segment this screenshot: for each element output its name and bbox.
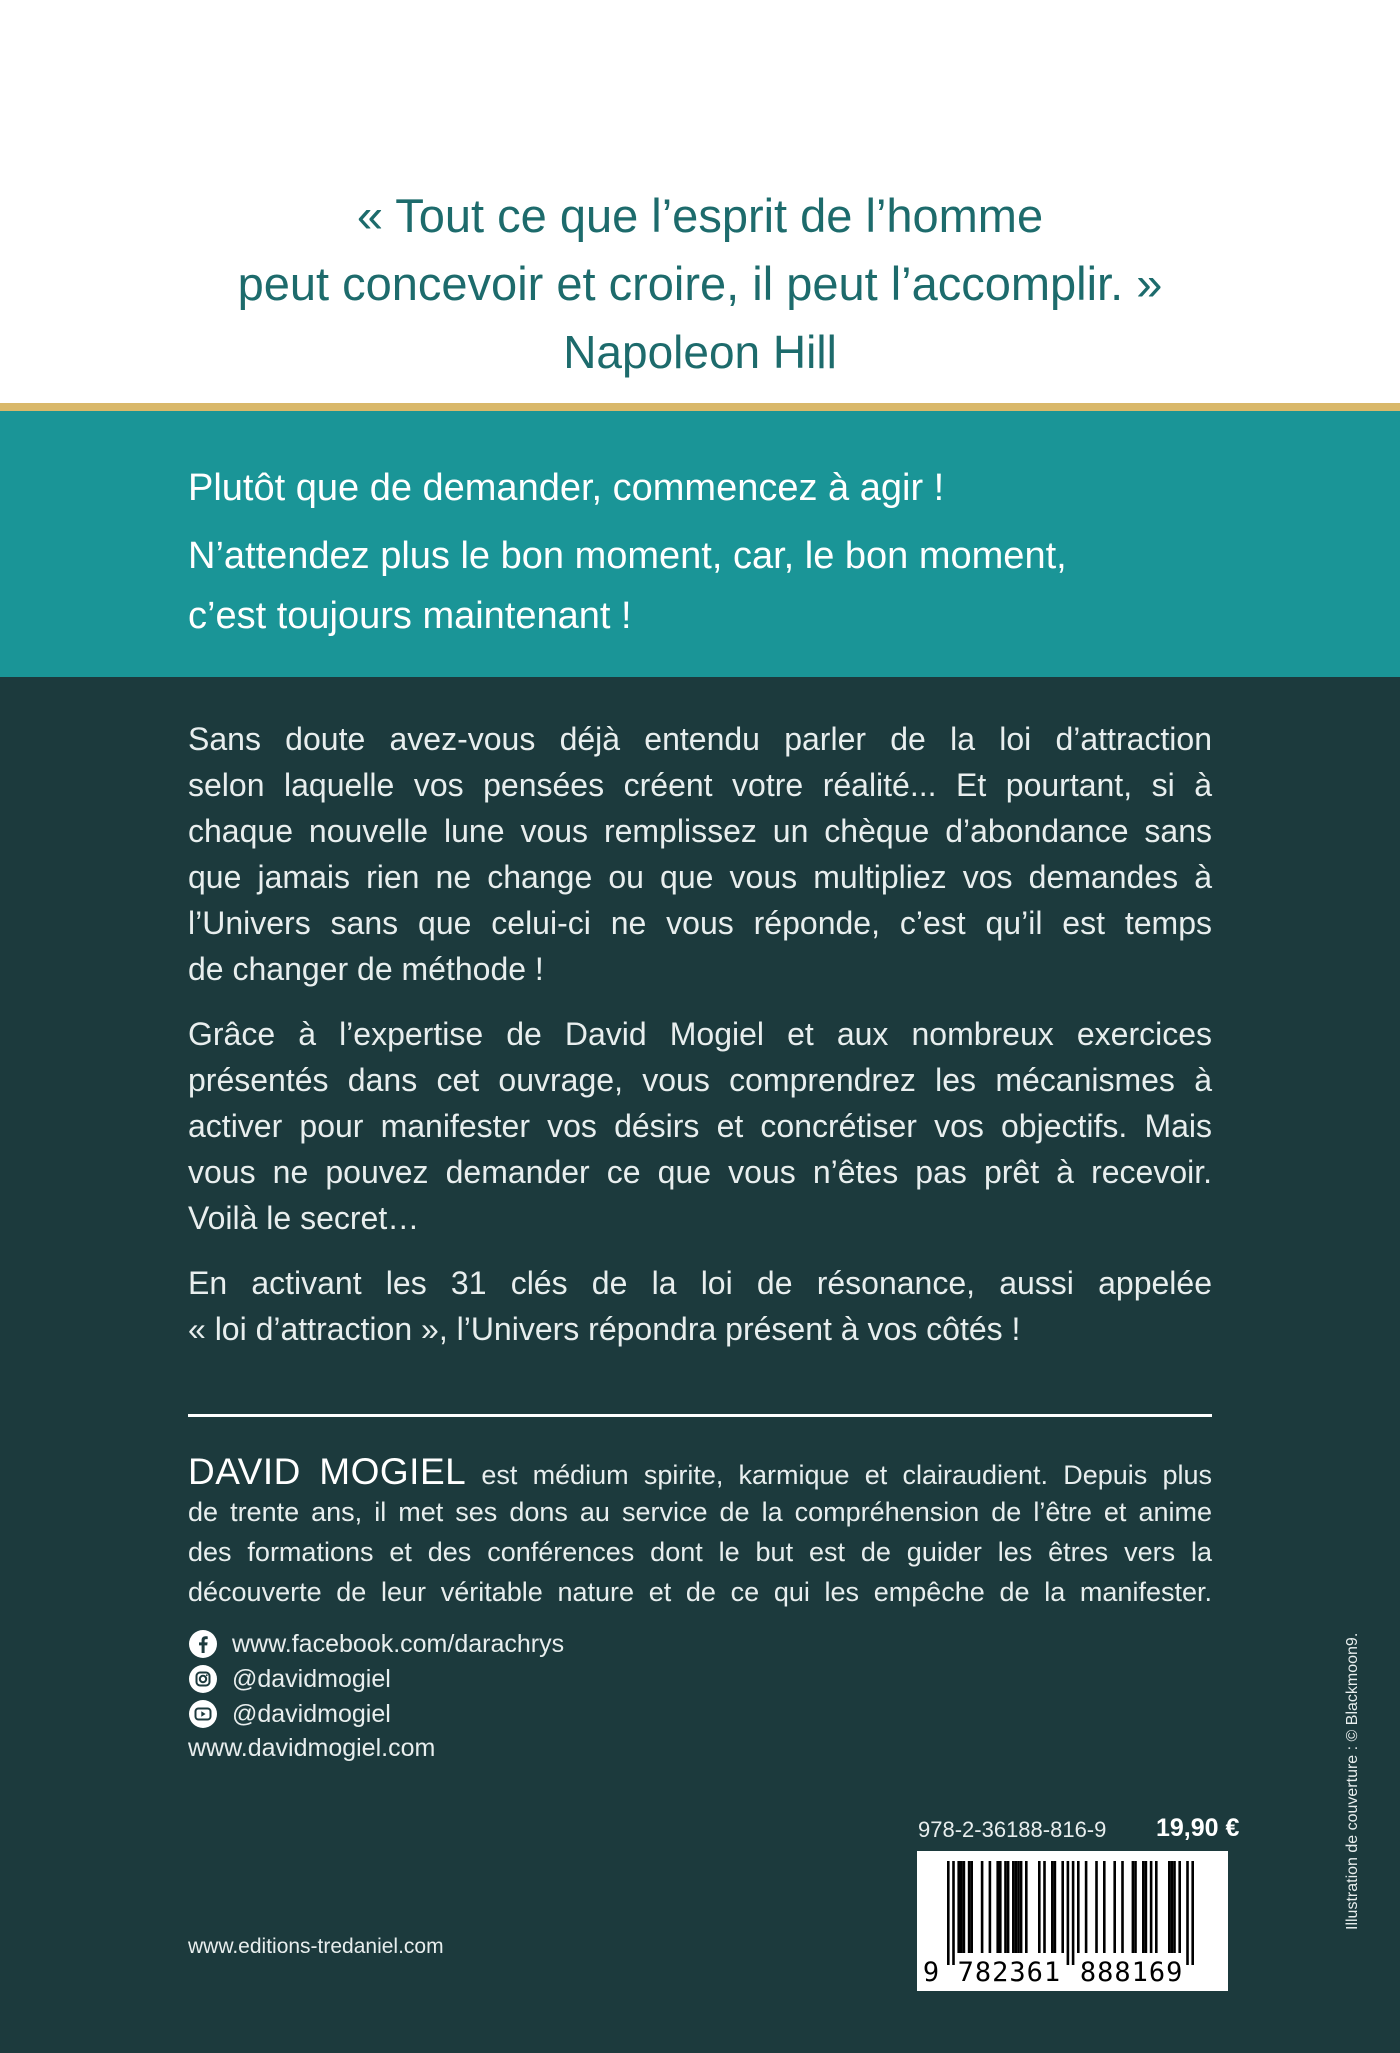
text-line: vous ne pouvez demander ce que vous n’êtes pas prêt à recevoir. xyxy=(188,1154,1212,1190)
barcode-bar xyxy=(1067,1861,1070,1965)
barcode-bar xyxy=(947,1861,950,1965)
description-paragraph-1 xyxy=(188,716,1212,992)
barcode xyxy=(917,1851,1228,1991)
barcode-bar xyxy=(1142,1861,1145,1953)
barcode-digits-text: 888169 xyxy=(1079,1957,1184,1988)
gold-divider xyxy=(0,403,1400,411)
barcode-bar xyxy=(1085,1861,1088,1953)
tagline-section xyxy=(0,411,1400,677)
tagline-line-2: N’attendez plus le bon moment, car, le bon moment, xyxy=(188,535,1067,577)
barcode-bar xyxy=(970,1861,973,1953)
youtube-link[interactable] xyxy=(188,1697,391,1731)
quote-line-2: peut concevoir et croire, il peut l’accomplir. » xyxy=(237,257,1163,310)
text-line: présentés dans cet ouvrage, vous comprendrez les mécanismes à xyxy=(188,1062,1212,1098)
price: 19,90 € xyxy=(1156,1814,1240,1842)
barcode-bar xyxy=(1017,1861,1020,1953)
text-line: Voilà le secret… xyxy=(188,1200,420,1236)
youtube-icon xyxy=(188,1699,218,1729)
bio-line-2: de trente ans, il met ses dons au service de la compréhension de l’être et anime xyxy=(188,1497,1212,1527)
quote-line-1: « Tout ce que l’esprit de l’homme xyxy=(356,189,1044,242)
barcode-bar xyxy=(996,1861,999,1953)
bio-line-1 xyxy=(188,1452,1212,1492)
author-name: DAVID MOGIEL xyxy=(188,1451,467,1492)
facebook-link[interactable] xyxy=(188,1627,564,1661)
text-line: que jamais rien ne change ou que vous multipliez vos demandes à xyxy=(188,859,1212,895)
barcode-bar xyxy=(960,1861,963,1953)
barcode-bar xyxy=(1095,1861,1098,1953)
text-line: En activant les 31 clés de la loi de résonance, aussi appelée xyxy=(188,1265,1212,1301)
barcode-graphic xyxy=(917,1851,1228,1991)
youtube-handle: @davidmogiel xyxy=(232,1699,391,1728)
barcode-bar xyxy=(1020,1861,1023,1953)
barcode-bar xyxy=(963,1861,966,1953)
barcode-bar xyxy=(952,1861,955,1965)
quote-section xyxy=(0,0,1400,403)
barcode-bar xyxy=(1072,1861,1075,1965)
section-divider xyxy=(188,1414,1212,1417)
description-paragraph-3 xyxy=(188,1260,1212,1352)
barcode-bar xyxy=(1178,1861,1181,1953)
facebook-url: www.facebook.com/darachrys xyxy=(232,1629,565,1658)
text-line: de changer de méthode ! xyxy=(188,951,544,987)
publisher-website-link[interactable]: www.editions-tredaniel.com xyxy=(188,1935,444,1958)
tagline-line-3: c’est toujours maintenant ! xyxy=(188,595,632,637)
isbn: 978-2-36188-816-9 xyxy=(918,1817,1107,1842)
barcode-bar xyxy=(1186,1861,1189,1965)
barcode-bar xyxy=(1113,1861,1116,1953)
barcode-bar xyxy=(1051,1861,1054,1953)
barcode-bar xyxy=(1168,1861,1171,1953)
barcode-digits-text: 9 xyxy=(922,1957,940,1988)
barcode-bar xyxy=(1103,1861,1106,1953)
barcode-bar xyxy=(999,1861,1002,1953)
author-website-link[interactable]: www.davidmogiel.com xyxy=(188,1734,436,1762)
bio-line-4: découverte de leur véritable nature et de ce qui les empêche de la manifester. xyxy=(188,1577,1212,1607)
quote-author: Napoleon Hill xyxy=(563,326,837,378)
barcode-bar xyxy=(1132,1861,1135,1953)
barcode-bar xyxy=(1043,1861,1046,1953)
barcode-bar xyxy=(1145,1861,1148,1953)
text-line: selon laquelle vos pensées créent votre réalité... Et pourtant, si à xyxy=(188,767,1212,803)
barcode-bar xyxy=(1038,1861,1041,1953)
instagram-link[interactable] xyxy=(188,1662,391,1696)
text-line: Grâce à l’expertise de David Mogiel et aux nombreux exercices xyxy=(188,1016,1212,1052)
barcode-bar xyxy=(957,1861,960,1953)
barcode-bar xyxy=(1004,1861,1007,1953)
barcode-bar xyxy=(1171,1861,1174,1953)
barcode-bar xyxy=(1015,1861,1018,1953)
author-bio xyxy=(188,1452,1212,1612)
barcode-bar xyxy=(1155,1861,1158,1953)
text-line: chaque nouvelle lune vous remplissez un chèque d’abondance sans xyxy=(188,813,1212,849)
barcode-bar xyxy=(981,1861,984,1953)
barcode-bar xyxy=(1191,1861,1194,1965)
instagram-icon xyxy=(188,1664,218,1694)
cover-credit-text: Illustration de couverture : © Blackmoon9. xyxy=(1344,1632,1361,1930)
description-paragraph-2 xyxy=(188,1011,1212,1241)
text-line: activer pour manifester vos désirs et concrétiser vos objectifs. Mais xyxy=(188,1108,1212,1144)
barcode-bar xyxy=(1012,1861,1015,1953)
barcode-bar xyxy=(1134,1861,1137,1953)
bio-line-1-text: est médium spirite, karmique et clairaudient. Depuis plus xyxy=(481,1460,1212,1490)
barcode-bar xyxy=(1061,1861,1064,1953)
tagline-line-1: Plutôt que de demander, commencez à agir ! xyxy=(188,467,945,509)
text-line: Sans doute avez-vous déjà entendu parler de la loi d’attraction xyxy=(188,721,1212,757)
barcode-bar xyxy=(1150,1861,1153,1953)
barcode-bar xyxy=(1007,1861,1010,1953)
barcode-bar xyxy=(1173,1861,1176,1953)
text-line: l’Univers sans que celui-ci ne vous réponde, c’est qu’il est temps xyxy=(188,905,1212,941)
text-line: « loi d’attraction », l’Univers répondra présent à vos côtés ! xyxy=(188,1311,1021,1347)
barcode-bar xyxy=(1077,1861,1080,1953)
barcode-digits-text: 782361 xyxy=(957,1957,1062,1988)
description-section xyxy=(0,677,1400,2053)
facebook-icon xyxy=(188,1629,218,1659)
instagram-handle: @davidmogiel xyxy=(232,1664,391,1693)
barcode-bar xyxy=(968,1861,971,1953)
barcode-bar xyxy=(1025,1861,1028,1953)
bio-line-3: des formations et des conférences dont le but est de guider les êtres vers la xyxy=(188,1537,1212,1567)
barcode-bar xyxy=(1121,1861,1124,1953)
barcode-bar xyxy=(1054,1861,1057,1953)
barcode-bar xyxy=(989,1861,992,1953)
